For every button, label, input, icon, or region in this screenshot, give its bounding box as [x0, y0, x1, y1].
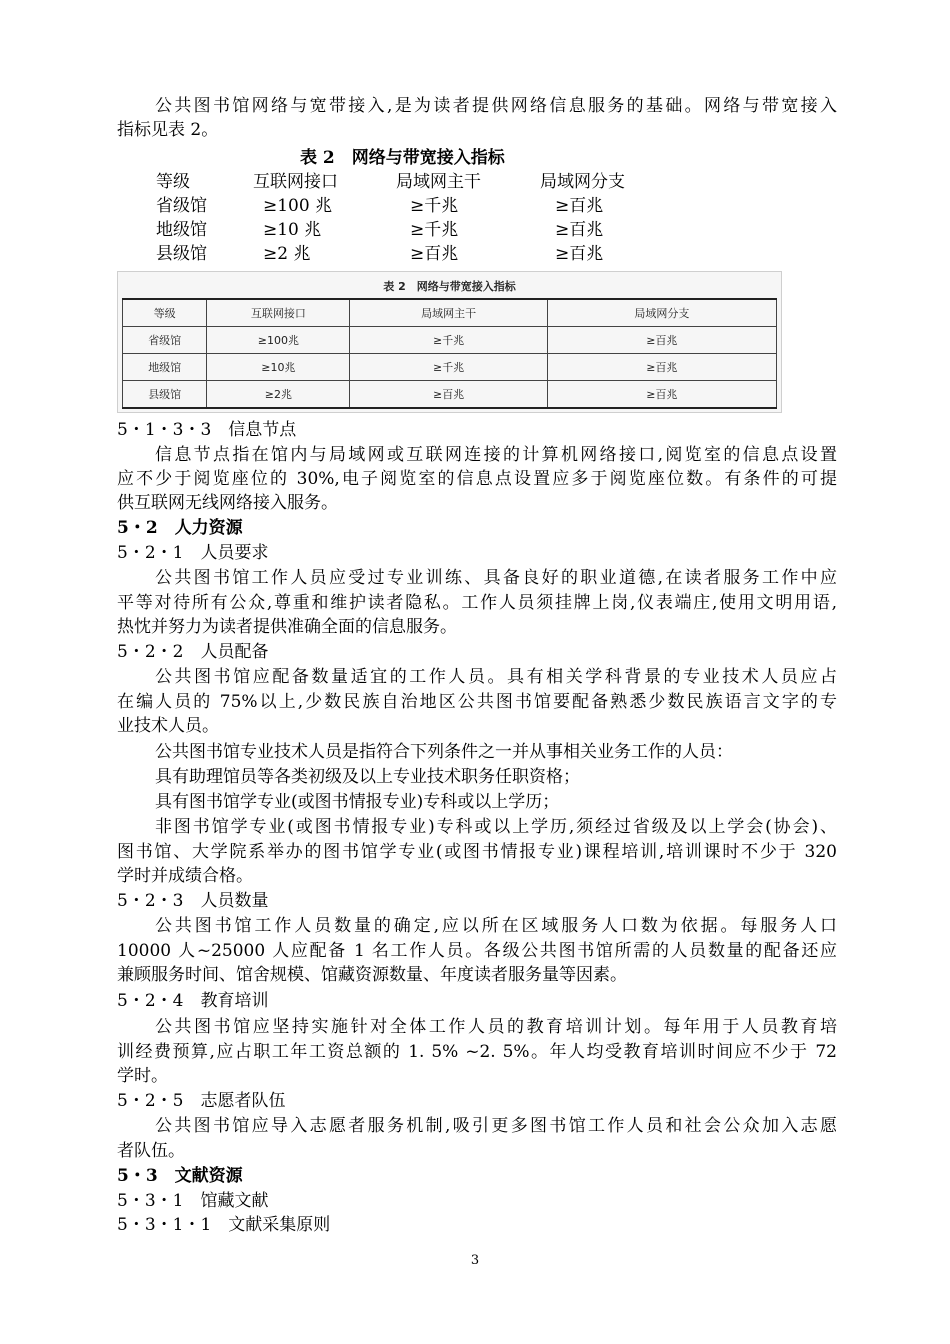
scanned-table-cell: ≥百兆 [547, 354, 776, 381]
heading-52: 5・2 人力资源 [117, 518, 243, 538]
scanned-table-header-cell: 局域网分支 [547, 299, 776, 327]
text-table-cell: 省级馆 [156, 196, 207, 216]
paragraph-train-l1: 公共图书馆应坚持实施针对全体工作人员的教育培训计划。每年用于人员教育培 [155, 1017, 837, 1037]
paragraph-condition-3-l1: 非图书馆学专业(或图书情报专业)专科或以上学历,须经过省级及以上学会(协会)、 [155, 817, 837, 837]
paragraph-staff-l1: 公共图书馆应配备数量适宜的工作人员。具有相关学科背景的专业技术人员应占 [155, 667, 837, 687]
text-table-row [0, 194, 950, 218]
scanned-table-cell: ≥千兆 [350, 327, 547, 354]
paragraph-condition-2: 具有图书馆学专业(或图书情报专业)专科或以上学历； [155, 792, 560, 812]
heading-5133: 5・1・3・3 信息节点 [117, 420, 297, 440]
scanned-table-row [123, 327, 777, 354]
scanned-table-cell: ≥10兆 [207, 354, 350, 381]
text-table-header-cell: 互联网接口 [253, 172, 338, 192]
paragraph-train-l3: 学时。 [117, 1066, 168, 1086]
heading-524: 5・2・4 教育培训 [117, 991, 269, 1011]
heading-521: 5・2・1 人员要求 [117, 543, 269, 563]
scanned-table-row [123, 381, 777, 409]
paragraph-req-l3: 热忱并努力为读者提供准确全面的信息服务。 [117, 617, 457, 637]
scanned-table-cell: ≥百兆 [547, 327, 776, 354]
scanned-table-cell: 地级馆 [123, 354, 207, 381]
paragraph-train-l2: 训经费预算,应占职工年工资总额的 1. 5% ~2. 5%。年人均受教育培训时间应不少于 72 [117, 1042, 837, 1062]
scanned-table-cell: ≥千兆 [350, 354, 547, 381]
scanned-table-image [117, 271, 782, 413]
text-table-cell: ≥百兆 [555, 196, 604, 216]
heading-525: 5・2・5 志愿者队伍 [117, 1091, 286, 1111]
page-number: 3 [470, 1253, 480, 1268]
paragraph-info-l1: 信息节点指在馆内与局域网或互联网连接的计算机网络接口,阅览室的信息点设置 [155, 445, 837, 465]
text-table-cell: 地级馆 [156, 220, 207, 240]
scanned-table-header-cell: 等级 [123, 299, 207, 327]
paragraph-network-l2: 指标见表 2。 [117, 120, 219, 140]
text-table-title: 表 2 网络与带宽接入指标 [300, 148, 505, 168]
scanned-table-header [123, 299, 777, 327]
paragraph-req-l1: 公共图书馆工作人员应受过专业训练、具备良好的职业道德,在读者服务工作中应 [155, 568, 837, 588]
scanned-table-cell: ≥百兆 [350, 381, 547, 409]
text-table-cell: ≥10 兆 [263, 220, 322, 240]
text-table-cell: 县级馆 [156, 244, 207, 264]
heading-531: 5・3・1 馆藏文献 [117, 1191, 269, 1211]
paragraph-condition-1: 具有助理馆员等各类初级及以上专业技术职务任职资格； [155, 767, 580, 787]
scanned-table-row [123, 354, 777, 381]
text-table-row [0, 242, 950, 266]
text-table-cell: ≥百兆 [410, 244, 459, 264]
text-table-cell: ≥千兆 [410, 220, 459, 240]
paragraph-condition-3-l2: 图书馆、大学院系举办的图书馆学专业(或图书情报专业)课程培训,培训课时不少于 320 [117, 842, 837, 862]
paragraph-staff-l3: 业技术人员。 [117, 716, 219, 736]
paragraph-condition-3-l3: 学时并成绩合格。 [117, 866, 253, 886]
text-table-header-cell: 局域网分支 [540, 172, 625, 192]
text-table-header [0, 170, 950, 194]
heading-53: 5・3 文献资源 [117, 1166, 243, 1186]
scanned-table-cell: ≥2兆 [207, 381, 350, 409]
scanned-table-header-cell: 局域网主干 [350, 299, 547, 327]
text-table-row [0, 218, 950, 242]
paragraph-network-l1: 公共图书馆网络与宽带接入,是为读者提供网络信息服务的基础。网络与带宽接入 [155, 96, 837, 116]
scanned-table-cell: ≥百兆 [547, 381, 776, 409]
paragraph-info-l2: 应不少于阅览座位的 30%,电子阅览室的信息点设置应多于阅览座位数。有条件的可提 [117, 469, 837, 489]
scanned-table-title: 表 2 网络与带宽接入指标 [383, 280, 516, 293]
text-table-cell: ≥百兆 [555, 220, 604, 240]
text-table-cell: ≥千兆 [410, 196, 459, 216]
heading-523: 5・2・3 人员数量 [117, 891, 269, 911]
scanned-table-header-cell: 互联网接口 [207, 299, 350, 327]
paragraph-req-l2: 平等对待所有公众,尊重和维护读者隐私。工作人员须挂牌上岗,仪表端庄,使用文明用语, [117, 593, 837, 613]
scanned-table-cell: 省级馆 [123, 327, 207, 354]
paragraph-num-l3: 兼顾服务时间、馆舍规模、馆藏资源数量、年度读者服务量等因素。 [117, 965, 627, 985]
paragraph-num-l1: 公共图书馆工作人员数量的确定,应以所在区域服务人口数为依据。每服务人口 [155, 916, 837, 936]
paragraph-info-l3: 供互联网无线网络接入服务。 [117, 493, 338, 513]
text-table-cell: ≥100 兆 [263, 196, 333, 216]
text-table-header-cell: 等级 [156, 172, 190, 192]
paragraph-staff-l2: 在编人员的 75%以上,少数民族自治地区公共图书馆要配备熟悉少数民族语言文字的专 [117, 692, 837, 712]
scanned-table [122, 298, 777, 409]
text-table-cell: ≥2 兆 [263, 244, 311, 264]
text-table-cell: ≥百兆 [555, 244, 604, 264]
scanned-table-cell: ≥100兆 [207, 327, 350, 354]
paragraph-num-l2: 10000 人~25000 人应配备 1 名工作人员。各级公共图书馆所需的人员数量的配备还应 [117, 941, 837, 961]
paragraph-vol-l2: 者队伍。 [117, 1141, 185, 1161]
heading-522: 5・2・2 人员配备 [117, 642, 269, 662]
scanned-table-cell: 县级馆 [123, 381, 207, 409]
heading-5311: 5・3・1・1 文献采集原则 [117, 1215, 331, 1235]
text-table-header-cell: 局域网主干 [396, 172, 481, 192]
paragraph-vol-l1: 公共图书馆应导入志愿者服务机制,吸引更多图书馆工作人员和社会公众加入志愿 [155, 1116, 837, 1136]
paragraph-professional: 公共图书馆专业技术人员是指符合下列条件之一并从事相关业务工作的人员： [155, 742, 733, 762]
